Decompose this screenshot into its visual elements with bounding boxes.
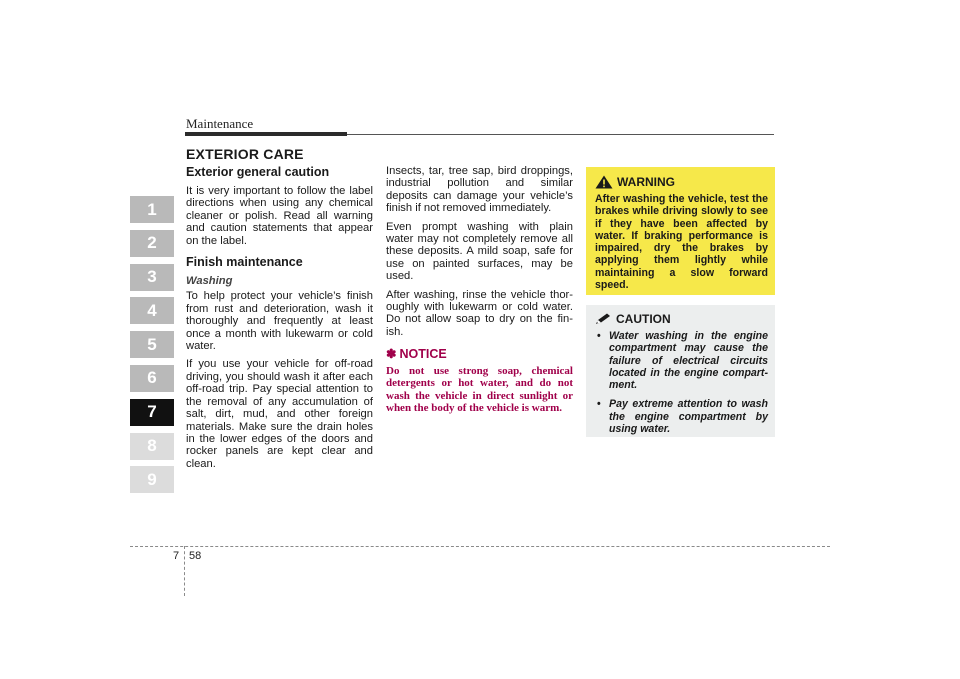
paragraph-washing-2: If you use your vehicle for off-road driving, you should wash it after each off-road trip. Pay special attention to the removal of any accumulation of salt, dirt, mud, and other foreign materials. Make sure the drain holes in the lower edges of the doors and rocker panels are kept clear and clean. [186, 358, 373, 470]
caution-heading [595, 312, 768, 326]
chapter-tab-9[interactable]: 9 [130, 466, 174, 493]
warning-triangle-icon [595, 175, 613, 189]
section-heading: EXTERIOR CARE [186, 146, 304, 162]
paragraph-washing-1: To help protect your vehicle’s finish from rust and deterioration, wash it thoroughly and frequently at least once a month with lukewarm or cold water. [186, 290, 373, 353]
bullet-icon: • [597, 398, 601, 411]
heading-exterior-general-caution: Exterior general caution [186, 165, 330, 179]
caution-item [595, 330, 768, 391]
caution-item [595, 398, 768, 435]
warning-text: After washing the vehicle, test the brakes while driving slowly to see if they have been affected by water. If braking performance is impaired, dry the brakes by applying them lightly while maintaining a slow forward speed. [595, 193, 768, 292]
chapter-tab-1[interactable]: 1 [130, 196, 174, 223]
warning-box [586, 167, 775, 295]
notice-star-icon: ✽ [386, 347, 397, 362]
notice-text: Do not use strong soap, chemical detergents or hot water, and do not wash the vehicle in direct sunlight or when the body of the vehicle is warm. [386, 364, 573, 414]
notice-heading [386, 348, 573, 360]
caution-item-text: Water washing in the engine compartment may cause the failure of electrical circuits located in the engine compart-ment. [609, 330, 768, 392]
chapter-tab-8[interactable]: 8 [130, 433, 174, 460]
footer-divider [184, 546, 185, 596]
heading-finish-maintenance: Finish maintenance [186, 255, 303, 270]
chapter-tab-6[interactable]: 6 [130, 365, 174, 392]
footer-chapter-number: 7 [173, 550, 180, 562]
warning-heading [595, 175, 768, 189]
caution-box [586, 305, 775, 437]
chapter-tab-7-active[interactable]: 7 [130, 399, 174, 426]
subheading-washing: Washing [186, 275, 233, 288]
bullet-icon: • [597, 330, 601, 342]
caution-item-text: Pay extreme attention to wash the engine compartment by using water. [609, 398, 768, 436]
chapter-tab-3[interactable]: 3 [130, 264, 174, 291]
text-column-left [186, 165, 373, 476]
paragraph-rinse: After washing, rinse the vehicle thor-oughly with lukewarm or cold water. Do not allow soap to dry on the fin-ish. [386, 288, 573, 338]
running-title: Maintenance [186, 116, 254, 131]
warning-title: WARNING [617, 175, 675, 189]
footer-rule [130, 546, 830, 547]
chapter-tab-5[interactable]: 5 [130, 331, 174, 358]
chapter-tab-4[interactable]: 4 [130, 297, 174, 324]
chapter-tab-2[interactable]: 2 [130, 230, 174, 257]
header-bar-dark [185, 132, 347, 136]
text-column-middle [386, 165, 573, 414]
footer-page-number: 58 [189, 550, 202, 562]
notice-title: NOTICE [399, 347, 447, 362]
paragraph-general-caution: It is very important to follow the label directions when using any chemical cleaner or polish. Read all warning and caution statements that appear on the label. [186, 185, 373, 247]
caution-title: CAUTION [616, 312, 671, 326]
chapter-tabs [130, 196, 174, 500]
paragraph-prompt-washing: Even prompt washing with plain water may not completely remove all these deposits. A mild soap, safe for use on painted surfaces, may be used. [386, 220, 573, 283]
header-rule [347, 134, 774, 135]
paragraph-deposits: Insects, tar, tree sap, bird droppings, industrial pollution and similar deposits can damage your vehicle’s finish if not removed immediately. [386, 165, 573, 215]
caution-pencil-icon [595, 313, 611, 325]
